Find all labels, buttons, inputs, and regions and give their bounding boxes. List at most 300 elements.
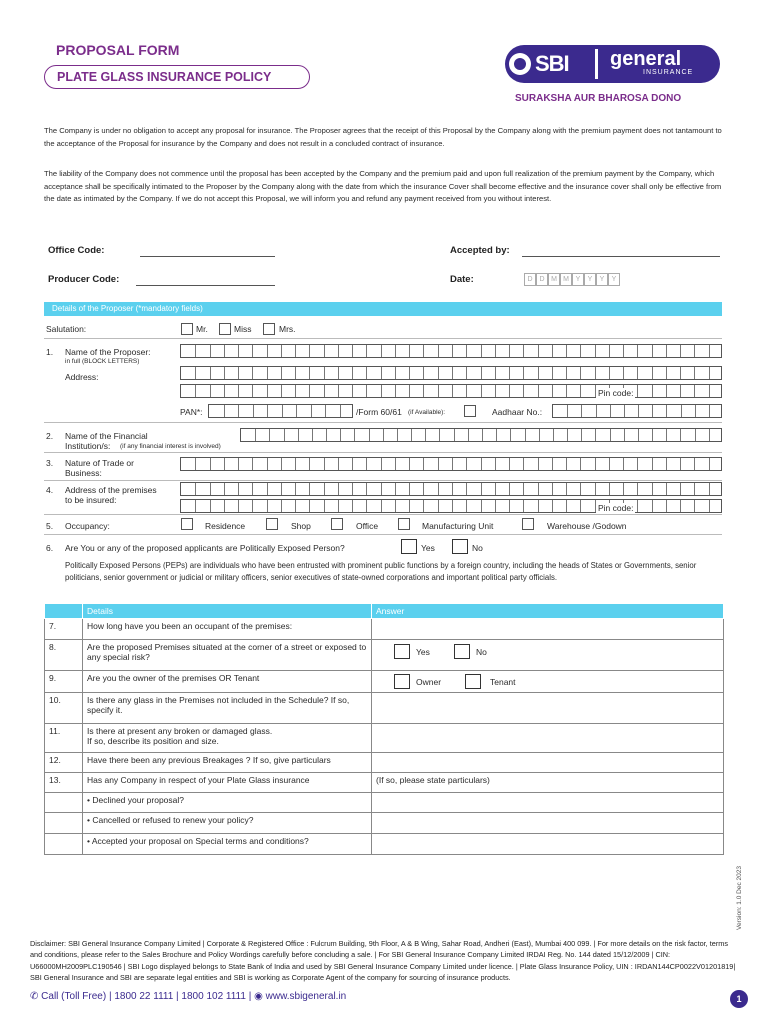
char-cell-divider bbox=[637, 367, 638, 379]
char-cell-divider bbox=[624, 405, 625, 417]
q13-declined-answer[interactable] bbox=[372, 793, 724, 813]
address-input-1[interactable] bbox=[180, 366, 722, 380]
accepted-by-field[interactable] bbox=[522, 256, 720, 257]
char-cell-divider bbox=[552, 500, 553, 512]
q7-text: How long have you been an occupant of the premises: bbox=[83, 619, 372, 640]
aadhaar-input[interactable] bbox=[552, 404, 722, 418]
char-cell-divider bbox=[439, 429, 440, 441]
char-cell-divider bbox=[623, 483, 624, 495]
char-cell-divider bbox=[309, 385, 310, 397]
char-cell-divider bbox=[694, 483, 695, 495]
proposer-name-input[interactable] bbox=[180, 344, 722, 358]
form6061-label: /Form 60/61 bbox=[356, 407, 402, 417]
char-cell-divider bbox=[295, 458, 296, 470]
char-cell-divider bbox=[438, 367, 439, 379]
trade-input[interactable] bbox=[180, 457, 722, 471]
char-cell-divider bbox=[666, 405, 667, 417]
char-cell-divider bbox=[680, 367, 681, 379]
premises-address-label: Address of the premises bbox=[65, 485, 157, 495]
char-cell-divider bbox=[709, 345, 710, 357]
char-cell-divider bbox=[366, 345, 367, 357]
shop-checkbox[interactable] bbox=[266, 518, 278, 530]
residence-checkbox[interactable] bbox=[181, 518, 193, 530]
date-box[interactable]: M bbox=[548, 273, 560, 286]
char-cell-divider bbox=[509, 367, 510, 379]
char-cell-divider bbox=[324, 500, 325, 512]
char-cell-divider bbox=[637, 483, 638, 495]
char-cell-divider bbox=[338, 500, 339, 512]
char-cell-divider bbox=[638, 405, 639, 417]
char-cell-divider bbox=[338, 385, 339, 397]
char-cell-divider bbox=[252, 500, 253, 512]
char-cell-divider bbox=[623, 458, 624, 470]
char-cell-divider bbox=[566, 385, 567, 397]
website-link[interactable]: www.sbigeneral.in bbox=[265, 991, 347, 1002]
miss-label: Miss bbox=[234, 324, 252, 334]
financial-institution-label: Name of the Financial bbox=[65, 431, 148, 441]
char-cell-divider bbox=[466, 500, 467, 512]
char-cell-divider bbox=[652, 385, 653, 397]
form-title: PROPOSAL FORM bbox=[56, 42, 180, 58]
logo-general: general bbox=[610, 48, 682, 70]
char-cell-divider bbox=[312, 429, 313, 441]
char-cell-divider bbox=[309, 483, 310, 495]
char-cell-divider bbox=[610, 405, 611, 417]
logo-sbi: SBI bbox=[535, 51, 569, 76]
char-cell-divider bbox=[495, 345, 496, 357]
char-cell-divider bbox=[552, 345, 553, 357]
char-cell-divider bbox=[409, 367, 410, 379]
char-cell-divider bbox=[509, 385, 510, 397]
char-cell-divider bbox=[338, 345, 339, 357]
char-cell-divider bbox=[238, 500, 239, 512]
char-cell-divider bbox=[681, 405, 682, 417]
char-cell-divider bbox=[709, 405, 710, 417]
char-cell-divider bbox=[281, 458, 282, 470]
char-cell-divider bbox=[580, 483, 581, 495]
char-cell-divider bbox=[267, 483, 268, 495]
char-cell-divider bbox=[284, 429, 285, 441]
char-cell-divider bbox=[482, 429, 483, 441]
char-cell-divider bbox=[423, 345, 424, 357]
char-cell-divider bbox=[623, 367, 624, 379]
char-cell-divider bbox=[267, 500, 268, 512]
char-cell-divider bbox=[267, 458, 268, 470]
char-cell-divider bbox=[466, 483, 467, 495]
char-cell-divider bbox=[210, 483, 211, 495]
char-cell-divider bbox=[652, 500, 653, 512]
details-header: Details bbox=[83, 604, 372, 619]
char-cell-divider bbox=[452, 500, 453, 512]
char-cell-divider bbox=[538, 345, 539, 357]
char-cell-divider bbox=[609, 345, 610, 357]
date-box[interactable]: D bbox=[536, 273, 548, 286]
char-cell-divider bbox=[309, 458, 310, 470]
q9-answer[interactable]: Owner Tenant bbox=[372, 671, 724, 693]
char-cell-divider bbox=[340, 429, 341, 441]
q13-text: Has any Company in respect of your Plate Glass insurance bbox=[83, 773, 372, 793]
char-cell-divider bbox=[238, 483, 239, 495]
q12-text: Have there been any previous Breakages ? If so, give particulars bbox=[83, 753, 372, 773]
char-cell-divider bbox=[468, 429, 469, 441]
char-cell-divider bbox=[581, 405, 582, 417]
char-cell-divider bbox=[295, 385, 296, 397]
char-cell-divider bbox=[210, 500, 211, 512]
char-cell-divider bbox=[338, 367, 339, 379]
char-cell-divider bbox=[267, 345, 268, 357]
char-cell-divider bbox=[324, 483, 325, 495]
char-cell-divider bbox=[454, 429, 455, 441]
char-cell-divider bbox=[495, 500, 496, 512]
date-label: Date: bbox=[450, 274, 474, 285]
char-cell-divider bbox=[523, 385, 524, 397]
mrs-label: Mrs. bbox=[279, 324, 296, 334]
char-cell-divider bbox=[552, 483, 553, 495]
char-cell-divider bbox=[695, 405, 696, 417]
char-cell-divider bbox=[295, 500, 296, 512]
q8-answer[interactable]: Yes No bbox=[372, 640, 724, 671]
address-label: Address: bbox=[65, 372, 99, 382]
char-cell-divider bbox=[338, 458, 339, 470]
char-cell-divider bbox=[195, 385, 196, 397]
char-cell-divider bbox=[566, 500, 567, 512]
q13-cancelled: • Cancelled or refused to renew your policy? bbox=[83, 813, 372, 834]
char-cell-divider bbox=[309, 500, 310, 512]
office-code-label: Office Code: bbox=[48, 245, 105, 256]
char-cell-divider bbox=[238, 458, 239, 470]
char-cell-divider bbox=[281, 385, 282, 397]
miss-checkbox[interactable] bbox=[219, 323, 231, 335]
sbi-logo bbox=[505, 45, 720, 83]
char-cell-divider bbox=[423, 483, 424, 495]
char-cell-divider bbox=[452, 385, 453, 397]
char-cell-divider bbox=[369, 429, 370, 441]
char-cell-divider bbox=[281, 367, 282, 379]
char-cell-divider bbox=[366, 500, 367, 512]
char-cell-divider bbox=[438, 345, 439, 357]
char-cell-divider bbox=[366, 385, 367, 397]
char-cell-divider bbox=[609, 458, 610, 470]
char-cell-divider bbox=[539, 429, 540, 441]
char-cell-divider bbox=[466, 367, 467, 379]
producer-code-field[interactable] bbox=[136, 285, 275, 286]
manufacturing-checkbox[interactable] bbox=[398, 518, 410, 530]
tagline: SURAKSHA AUR BHAROSA DONO bbox=[515, 93, 682, 104]
char-cell-divider bbox=[325, 405, 326, 417]
char-cell-divider bbox=[566, 458, 567, 470]
pep-question: Are You or any of the proposed applicants are Politically Exposed Person? bbox=[65, 543, 345, 553]
char-cell-divider bbox=[252, 458, 253, 470]
char-cell-divider bbox=[309, 345, 310, 357]
char-cell-divider bbox=[195, 367, 196, 379]
char-cell-divider bbox=[567, 405, 568, 417]
char-cell-divider bbox=[595, 458, 596, 470]
call-numbers: Call (Toll Free) | 1800 22 1111 | 1800 102 1111 | bbox=[41, 991, 252, 1002]
char-cell-divider bbox=[709, 429, 710, 441]
char-cell-divider bbox=[680, 458, 681, 470]
pin-label: Pin code: bbox=[598, 388, 634, 398]
trade-label: Nature of Trade or bbox=[65, 458, 134, 468]
char-cell-divider bbox=[324, 458, 325, 470]
char-cell-divider bbox=[481, 458, 482, 470]
q12-answer[interactable] bbox=[372, 753, 724, 773]
char-cell-divider bbox=[523, 458, 524, 470]
date-box[interactable]: Y bbox=[584, 273, 596, 286]
pep-definition: Politically Exposed Persons (PEPs) are individuals who have been entrusted with prominent public functions by a foreign country, including the heads of States or Governments, senior politicians, senior government or judicial or military officers, senior executives of state-owned corporations and important political party officials. bbox=[65, 561, 697, 582]
char-cell-divider bbox=[595, 429, 596, 441]
char-cell-divider bbox=[595, 367, 596, 379]
char-cell-divider bbox=[481, 367, 482, 379]
char-cell-divider bbox=[409, 458, 410, 470]
q7-answer[interactable] bbox=[372, 619, 724, 640]
char-cell-divider bbox=[195, 458, 196, 470]
char-cell-divider bbox=[525, 429, 526, 441]
char-cell-divider bbox=[694, 385, 695, 397]
char-cell-divider bbox=[423, 458, 424, 470]
occupancy-label: Occupancy: bbox=[65, 521, 110, 531]
char-cell-divider bbox=[224, 458, 225, 470]
char-cell-divider bbox=[423, 385, 424, 397]
char-cell-divider bbox=[623, 345, 624, 357]
pan-input[interactable] bbox=[208, 404, 353, 418]
char-cell-divider bbox=[709, 483, 710, 495]
char-cell-divider bbox=[281, 500, 282, 512]
char-cell-divider bbox=[523, 500, 524, 512]
char-cell-divider bbox=[566, 483, 567, 495]
char-cell-divider bbox=[352, 500, 353, 512]
char-cell-divider bbox=[694, 500, 695, 512]
date-box[interactable]: D bbox=[524, 273, 536, 286]
char-cell-divider bbox=[452, 367, 453, 379]
q13-cancelled-answer[interactable] bbox=[372, 813, 724, 834]
char-cell-divider bbox=[495, 483, 496, 495]
globe-icon: ◉ bbox=[254, 991, 263, 1002]
address-input-2[interactable] bbox=[180, 384, 722, 398]
char-cell-divider bbox=[238, 405, 239, 417]
char-cell-divider bbox=[395, 458, 396, 470]
char-cell-divider bbox=[481, 500, 482, 512]
char-cell-divider bbox=[652, 458, 653, 470]
char-cell-divider bbox=[409, 345, 410, 357]
form6061-checkbox[interactable] bbox=[464, 405, 476, 417]
char-cell-divider bbox=[709, 385, 710, 397]
office-code-field[interactable] bbox=[140, 256, 275, 257]
char-cell-divider bbox=[281, 483, 282, 495]
char-cell-divider bbox=[253, 405, 254, 417]
producer-code-label: Producer Code: bbox=[48, 274, 120, 285]
char-cell-divider bbox=[638, 429, 639, 441]
disclaimer: Disclaimer: SBI General Insurance Company Limited | Corporate & Registered Office : Fulcrum Building, 9th Floor, A & B Wing, Sahar Road, Andheri (East), Mumbai 400 099. | For more details on the risk factor, terms and conditions, please refer to the Sales Brochure and Policy Wordings carefully before concluding a sale. | For SBI General Insurance Company Limited IRDAI Reg. No. 144 dated 15/12/2009 | CIN: U66000MH2009PLC190546 | SBI Logo displayed belongs to State Bank of India and used by SBI General Insurance Company Limited under licence. | Plate Glass Insurance Policy, UIN : IRDAN144CP0022V01201819| SBI General Insurance and SBI are separate legal entities and SBI is working as Corporate Agent of the company for sourcing of insurance products. bbox=[30, 939, 736, 982]
char-cell-divider bbox=[694, 367, 695, 379]
char-cell-divider bbox=[438, 458, 439, 470]
char-cell-divider bbox=[496, 429, 497, 441]
char-cell-divider bbox=[523, 345, 524, 357]
details-table: Details Answer 7. How long have you been an occupant of the premises: 8. Are the proposed Premises situated at the corner of a street or exposed to any special risk? Yes No 9. Are you the owner of the premises OR Tenant Owner Tenant 10. Is there any glass in the Premises not included in the Schedule? If so, specify it. 11. Is there at present any broken or damaged glass. If so, describe its position and size. 12. Have there been any previous Breakages ? If so, give particulars 13. Has any Company in respect of your Plate Glass insurance (If so, please state particulars) • Declined your proposal? • Cancelled or refused to renew your policy? • Accepted your proposal on Special terms and conditions? bbox=[44, 603, 724, 855]
char-cell-divider bbox=[596, 405, 597, 417]
char-cell-divider bbox=[397, 429, 398, 441]
financial-institution-input[interactable] bbox=[240, 428, 722, 442]
char-cell-divider bbox=[252, 385, 253, 397]
char-cell-divider bbox=[409, 500, 410, 512]
char-cell-divider bbox=[538, 458, 539, 470]
char-cell-divider bbox=[695, 429, 696, 441]
char-cell-divider bbox=[680, 429, 681, 441]
char-cell-divider bbox=[452, 483, 453, 495]
char-cell-divider bbox=[466, 385, 467, 397]
char-cell-divider bbox=[438, 385, 439, 397]
date-box[interactable]: Y bbox=[608, 273, 620, 286]
char-cell-divider bbox=[395, 500, 396, 512]
char-cell-divider bbox=[238, 345, 239, 357]
char-cell-divider bbox=[580, 367, 581, 379]
char-cell-divider bbox=[481, 483, 482, 495]
q8-no-checkbox[interactable] bbox=[454, 644, 470, 659]
char-cell-divider bbox=[324, 385, 325, 397]
char-cell-divider bbox=[652, 483, 653, 495]
char-cell-divider bbox=[238, 385, 239, 397]
char-cell-divider bbox=[652, 345, 653, 357]
pan-label: PAN*: bbox=[180, 407, 203, 417]
q13-declined: • Declined your proposal? bbox=[83, 793, 372, 813]
q8-yes-checkbox[interactable] bbox=[394, 644, 410, 659]
char-cell-divider bbox=[352, 367, 353, 379]
char-cell-divider bbox=[523, 483, 524, 495]
char-cell-divider bbox=[595, 345, 596, 357]
q9-owner-checkbox[interactable] bbox=[394, 674, 410, 689]
char-cell-divider bbox=[352, 385, 353, 397]
accepted-by-label: Accepted by: bbox=[450, 245, 510, 256]
pep-yes-checkbox[interactable] bbox=[401, 539, 417, 554]
char-cell-divider bbox=[553, 429, 554, 441]
char-cell-divider bbox=[709, 500, 710, 512]
char-cell-divider bbox=[395, 483, 396, 495]
char-cell-divider bbox=[666, 458, 667, 470]
warehouse-checkbox[interactable] bbox=[522, 518, 534, 530]
char-cell-divider bbox=[637, 345, 638, 357]
char-cell-divider bbox=[438, 483, 439, 495]
date-field[interactable] bbox=[524, 273, 620, 286]
char-cell-divider bbox=[509, 483, 510, 495]
char-cell-divider bbox=[580, 500, 581, 512]
intro-paragraph-2: The liability of the Company does not commence until the proposal has been accepted by the Company and the premium paid and upon full realization of the premium payment by the Company, which acceptance shall be specifically intimated to the Proposer by the Company along with the date from which the insurance Cover shall become effective and the insurance cover shall only be effective from the date as intimated by the Company. If we do not accept this Proposal, we will inform you and refund any payment received from you without interest. bbox=[44, 169, 722, 203]
char-cell-divider bbox=[267, 385, 268, 397]
char-cell-divider bbox=[709, 458, 710, 470]
q10-answer[interactable] bbox=[372, 693, 724, 724]
char-cell-divider bbox=[566, 345, 567, 357]
char-cell-divider bbox=[324, 367, 325, 379]
char-cell-divider bbox=[309, 367, 310, 379]
char-cell-divider bbox=[352, 458, 353, 470]
premises-address-input-2[interactable] bbox=[180, 499, 722, 513]
char-cell-divider bbox=[281, 345, 282, 357]
q13-answer[interactable]: (If so, please state particulars) bbox=[372, 773, 724, 793]
q8-text: Are the proposed Premises situated at the corner of a street or exposed to any special risk? bbox=[83, 640, 372, 671]
char-cell-divider bbox=[326, 429, 327, 441]
char-cell-divider bbox=[338, 483, 339, 495]
char-cell-divider bbox=[224, 367, 225, 379]
char-cell-divider bbox=[666, 345, 667, 357]
char-cell-divider bbox=[538, 500, 539, 512]
char-cell-divider bbox=[538, 367, 539, 379]
pin-label-2: Pin code: bbox=[598, 503, 634, 513]
char-cell-divider bbox=[538, 385, 539, 397]
char-cell-divider bbox=[224, 405, 225, 417]
date-box[interactable]: Y bbox=[572, 273, 584, 286]
char-cell-divider bbox=[538, 483, 539, 495]
office-checkbox[interactable] bbox=[331, 518, 343, 530]
char-cell-divider bbox=[298, 429, 299, 441]
char-cell-divider bbox=[637, 385, 638, 397]
salutation-label: Salutation: bbox=[46, 324, 87, 334]
char-cell-divider bbox=[210, 385, 211, 397]
char-cell-divider bbox=[381, 483, 382, 495]
char-cell-divider bbox=[395, 367, 396, 379]
char-cell-divider bbox=[381, 500, 382, 512]
char-cell-divider bbox=[381, 458, 382, 470]
char-cell-divider bbox=[466, 458, 467, 470]
char-cell-divider bbox=[680, 385, 681, 397]
q11-text: Is there at present any broken or damaged glass. If so, describe its position and size. bbox=[83, 724, 372, 753]
answer-header: Answer bbox=[372, 604, 724, 619]
char-cell-divider bbox=[666, 429, 667, 441]
char-cell-divider bbox=[652, 429, 653, 441]
char-cell-divider bbox=[224, 500, 225, 512]
date-box[interactable]: M bbox=[560, 273, 572, 286]
q13-special-terms: • Accepted your proposal on Special terms and conditions? bbox=[83, 834, 372, 855]
char-cell-divider bbox=[552, 385, 553, 397]
char-cell-divider bbox=[252, 483, 253, 495]
proposer-name-label: Name of the Proposer: bbox=[65, 347, 151, 357]
q11-answer[interactable] bbox=[372, 724, 724, 753]
char-cell-divider bbox=[438, 500, 439, 512]
char-cell-divider bbox=[609, 483, 610, 495]
char-cell-divider bbox=[425, 429, 426, 441]
char-cell-divider bbox=[295, 367, 296, 379]
char-cell-divider bbox=[423, 367, 424, 379]
char-cell-divider bbox=[224, 483, 225, 495]
char-cell-divider bbox=[637, 458, 638, 470]
char-cell-divider bbox=[510, 429, 511, 441]
char-cell-divider bbox=[383, 429, 384, 441]
q13-special-terms-answer[interactable] bbox=[372, 834, 724, 855]
char-cell-divider bbox=[195, 483, 196, 495]
premises-address-input-1[interactable] bbox=[180, 482, 722, 496]
mr-checkbox[interactable] bbox=[181, 323, 193, 335]
pep-no-checkbox[interactable] bbox=[452, 539, 468, 554]
intro-paragraph-1: The Company is under no obligation to accept any proposal for insurance. The Proposer agrees that the receipt of this Proposal by the Company along with the premium payment does not tantamount to the acceptance of the Proposal for insurance by the Company and does not result in a concluded contract of insurance. bbox=[44, 126, 722, 148]
char-cell-divider bbox=[709, 367, 710, 379]
char-cell-divider bbox=[495, 385, 496, 397]
char-cell-divider bbox=[267, 405, 268, 417]
mrs-checkbox[interactable] bbox=[263, 323, 275, 335]
q10-text: Is there any glass in the Premises not included in the Schedule? If so, specify it. bbox=[83, 693, 372, 724]
char-cell-divider bbox=[637, 500, 638, 512]
char-cell-divider bbox=[423, 500, 424, 512]
date-box[interactable]: Y bbox=[596, 273, 608, 286]
page-number: 1 bbox=[730, 990, 748, 1008]
char-cell-divider bbox=[238, 367, 239, 379]
char-cell-divider bbox=[352, 345, 353, 357]
char-cell-divider bbox=[652, 405, 653, 417]
char-cell-divider bbox=[580, 458, 581, 470]
char-cell-divider bbox=[352, 483, 353, 495]
char-cell-divider bbox=[452, 345, 453, 357]
char-cell-divider bbox=[366, 458, 367, 470]
char-cell-divider bbox=[666, 483, 667, 495]
q9-tenant-checkbox[interactable] bbox=[465, 674, 481, 689]
version-label: Version: 1.0 Dec 2023 bbox=[736, 866, 743, 930]
char-cell-divider bbox=[580, 385, 581, 397]
